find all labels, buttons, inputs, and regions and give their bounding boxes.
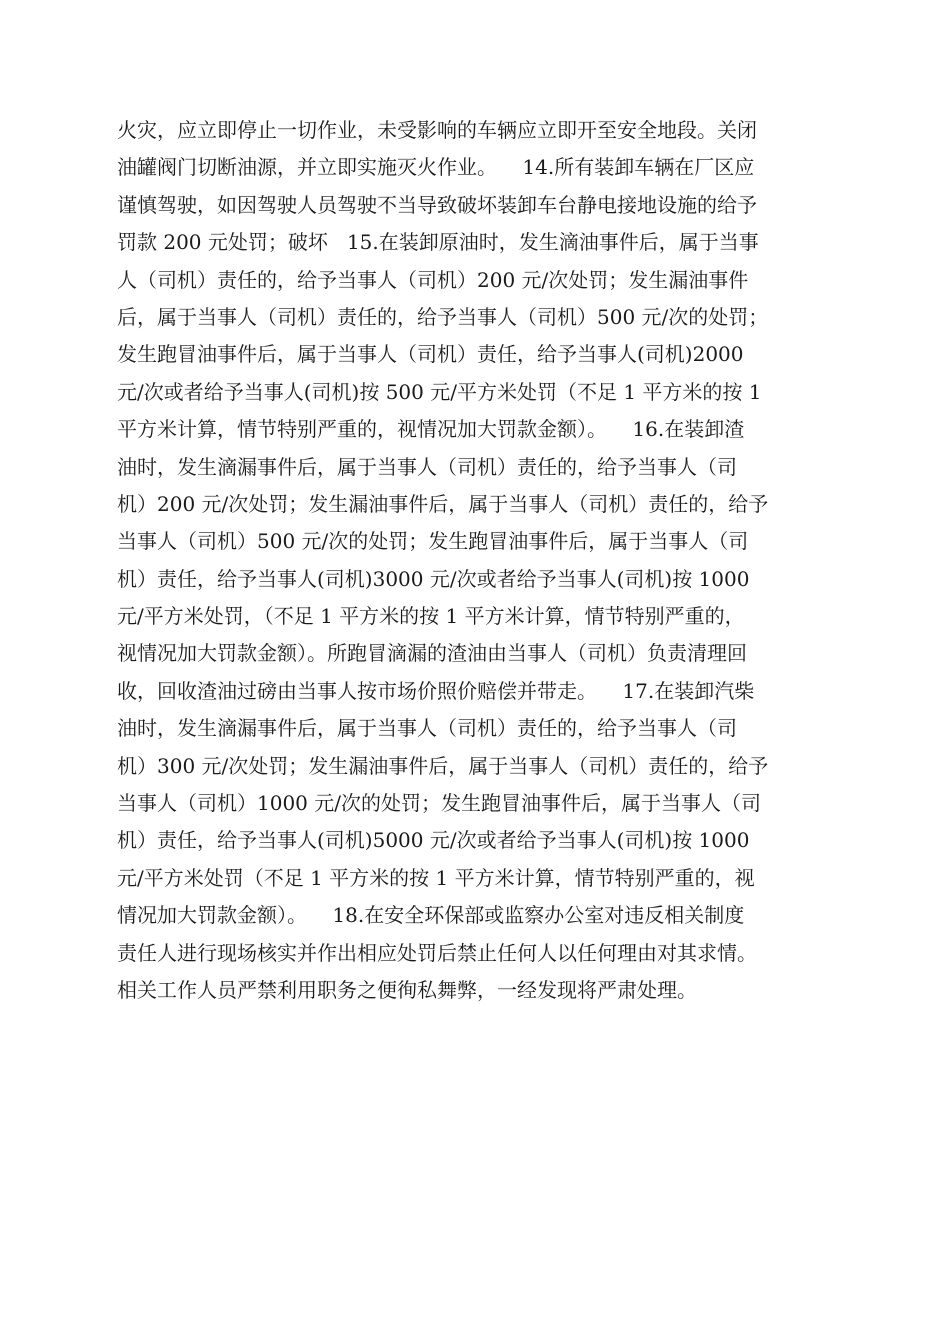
text-line: 相关工作人员严禁利用职务之便徇私舞弊，一经发现将严肃处理。 [117, 977, 697, 1002]
text-line: 机）200 元/次处罚；发生漏油事件后，属于当事人（司机）责任的，给予 [117, 491, 769, 516]
text-line: 当事人（司机）1000 元/次的处罚；发生跑冒油事件后，属于当事人（司 [117, 791, 761, 816]
text-line: 发生跑冒油事件后，属于当事人（司机）责任，给予当事人(司机)2000 [117, 342, 744, 367]
text-line: 机）责任，给予当事人(司机)5000 元/次或者给予当事人(司机)按 1000 [117, 828, 750, 853]
text-line: 油时，发生滴漏事件后，属于当事人（司机）责任的，给予当事人（司 [117, 716, 737, 741]
text-line: 油时，发生滴漏事件后，属于当事人（司机）责任的，给予当事人（司 [117, 454, 737, 479]
text-line: 谨慎驾驶，如因驾驶人员驾驶不当导致破坏装卸车台静电接地设施的给予 [117, 192, 757, 217]
text-line: 平方米计算，情节特别严重的，视情况加大罚款金额）。 16.在装卸渣 [117, 417, 745, 442]
text-line: 责任人进行现场核实并作出相应处罚后禁止任何人以任何理由对其求情。 [117, 940, 757, 965]
text-line: 罚款 200 元处罚；破坏 15.在装卸原油时，发生滴油事件后，属于当事 [117, 230, 759, 255]
text-line: 人（司机）责任的，给予当事人（司机）200 元/次处罚；发生漏油事件 [117, 267, 749, 292]
text-line: 元/平方米处罚，（不足 1 平方米的按 1 平方米计算，情节特别严重的， [117, 604, 745, 629]
document-body [117, 112, 837, 1009]
text-line: 机）责任，给予当事人(司机)3000 元/次或者给予当事人(司机)按 1000 [117, 566, 750, 591]
text-line: 油罐阀门切断油源，并立即实施灭火作业。 14.所有装卸车辆在厂区应 [117, 155, 755, 180]
text-line: 后，属于当事人（司机）责任的，给予当事人（司机）500 元/次的处罚； [117, 304, 769, 329]
text-line: 当事人（司机）500 元/次的处罚；发生跑冒油事件后，属于当事人（司 [117, 529, 749, 554]
text-line: 元/平方米处罚（不足 1 平方米的按 1 平方米计算，情节特别严重的，视 [117, 865, 755, 890]
text-line: 元/次或者给予当事人(司机)按 500 元/平方米处罚（不足 1 平方米的按 1 [117, 379, 762, 404]
text-line: 收，回收渣油过磅由当事人按市场价照价赔偿并带走。 17.在装卸汽柴 [117, 678, 755, 703]
text-line: 火灾，应立即停止一切作业，未受影响的车辆应立即开至安全地段。关闭 [117, 118, 757, 142]
text-line: 视情况加大罚款金额）。所跑冒滴漏的渣油由当事人（司机）负责清理回 [117, 641, 747, 666]
text-line: 情况加大罚款金额）。 18.在安全环保部或监察办公室对违反相关制度 [117, 903, 745, 928]
text-line: 机）300 元/次处罚；发生漏油事件后，属于当事人（司机）责任的，给予 [117, 753, 769, 778]
